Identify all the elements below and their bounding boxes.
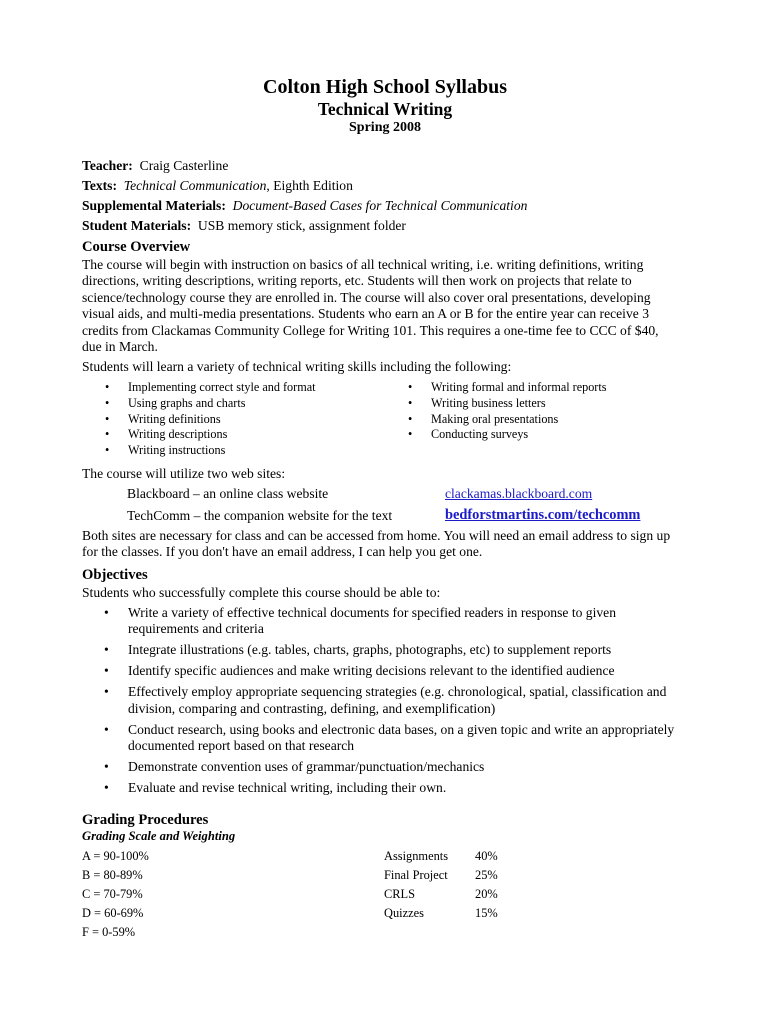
overview-line: due in March. xyxy=(82,339,158,355)
document-title: Colton High School Syllabus xyxy=(263,76,507,98)
course-title: Technical Writing xyxy=(317,99,453,119)
overview-line: science/technology course they are enrolled in. The course will also cover oral presentations, developing xyxy=(82,289,651,305)
list-item: • Using graphs and charts xyxy=(105,396,395,412)
list-item: • Making oral presentations xyxy=(408,412,698,428)
list-item: • Writing descriptions xyxy=(105,427,395,443)
teacher-value: Craig Casterline xyxy=(139,158,229,173)
overview-line: visual aids, and multi-media presentations. Students who earn an A or B for the entire year can receive 3 xyxy=(82,306,649,322)
grade-category: Final Project xyxy=(384,868,448,882)
list-item: • Writing formal and informal reports xyxy=(408,380,698,396)
list-item: • Implementing correct style and format xyxy=(105,380,395,396)
objectives-heading: Objectives xyxy=(82,567,148,583)
techcomm-link[interactable]: bedforstmartins.com/techcomm xyxy=(445,507,641,523)
list-item: • Writing instructions xyxy=(105,443,395,459)
course-overview-paragraph xyxy=(82,257,694,355)
objective-item xyxy=(82,684,702,717)
grade-scale-item: A = 90-100% xyxy=(82,849,149,863)
objective-text: • Effectively employ appropriate sequencing strategies (e.g. chronological, spatial, classification and xyxy=(128,684,667,700)
objective-text: requirements and criteria xyxy=(128,621,264,637)
texts-line xyxy=(82,178,353,194)
grade-weight: 20% xyxy=(475,887,498,901)
overview-line: directions, writing descriptions, writing reports, etc. Students will then work on projects that relate to xyxy=(82,273,632,289)
list-item: • Writing definitions xyxy=(105,412,395,428)
overview-line: The course will begin with instruction on basics of all technical writing, i.e. writing definitions, writing xyxy=(82,257,644,272)
blackboard-description: Blackboard – an online class website xyxy=(127,486,329,501)
grade-category: Quizzes xyxy=(384,906,424,920)
skills-list-left xyxy=(105,380,395,459)
websites-note xyxy=(82,528,702,561)
texts-title: Technical Communication xyxy=(123,178,267,193)
grading-heading: Grading Procedures xyxy=(82,812,209,828)
objectives-intro: Students who successfully complete this course should be able to: xyxy=(82,585,441,600)
objective-text: • Integrate illustrations (e.g. tables, charts, graphs, photographs, etc) to supplement reports xyxy=(128,642,612,658)
objective-text: • Identify specific audiences and make writing decisions relevant to the identified audience xyxy=(128,663,615,679)
grade-scale-item: C = 70-79% xyxy=(82,887,143,901)
teacher-line xyxy=(82,158,228,174)
techcomm-description: TechComm – the companion website for the text xyxy=(127,508,393,523)
grading-categories xyxy=(384,847,448,923)
texts-edition: , Eighth Edition xyxy=(266,178,353,193)
supplemental-line xyxy=(82,198,527,214)
skills-list-right xyxy=(408,380,698,443)
grading-subheading: Grading Scale and Weighting xyxy=(82,829,236,843)
term-label: Spring 2008 xyxy=(349,120,421,135)
objective-text: documented report based on that research xyxy=(128,738,355,754)
skills-intro: Students will learn a variety of technical writing skills including the following: xyxy=(82,359,512,374)
grading-scale xyxy=(82,847,149,942)
grade-category: Assignments xyxy=(384,849,449,863)
websites-note-line: Both sites are necessary for class and can be accessed from home. You will need an email address to sign up xyxy=(82,528,671,543)
list-item: • Writing business letters xyxy=(408,396,698,412)
overview-line: credits from Clackamas Community College for Writing 101. This requires a one-time fee to CCC of $40, xyxy=(82,322,659,338)
course-overview-heading: Course Overview xyxy=(82,239,191,255)
grade-scale-item: B = 80-89% xyxy=(82,868,143,882)
texts-label: Texts: xyxy=(82,178,117,193)
grade-category: CRLS xyxy=(384,887,415,901)
objective-item xyxy=(82,759,702,775)
objective-item xyxy=(82,663,702,679)
grade-scale-item: F = 0-59% xyxy=(82,925,136,939)
list-item: • Conducting surveys xyxy=(408,427,698,443)
blackboard-link[interactable]: clackamas.blackboard.com xyxy=(445,486,593,501)
grade-weight: 25% xyxy=(475,868,498,882)
objectives-list xyxy=(82,605,702,801)
objective-text: • Conduct research, using books and electronic data bases, on a given topic and write an appropriately xyxy=(128,721,675,737)
objective-item xyxy=(82,722,702,755)
objective-text: • Evaluate and revise technical writing, including their own. xyxy=(128,780,447,796)
supplemental-label: Supplemental Materials: xyxy=(82,198,226,213)
objective-text: division, comparing and contrasting, defining, and exemplification) xyxy=(128,700,496,716)
objective-item xyxy=(82,642,702,658)
websites-intro: The course will utilize two web sites: xyxy=(82,466,286,481)
grade-weight: 15% xyxy=(475,906,498,920)
teacher-label: Teacher: xyxy=(82,158,133,173)
grade-scale-item: D = 60-69% xyxy=(82,906,144,920)
student-materials-line xyxy=(82,218,406,234)
grade-weight: 40% xyxy=(475,849,498,863)
grading-weights xyxy=(475,847,498,923)
websites-note-line: for the classes. If you don't have an email address, I can help you get one. xyxy=(82,544,483,560)
student-materials-value: USB memory stick, assignment folder xyxy=(197,218,406,233)
student-materials-label: Student Materials: xyxy=(82,218,192,233)
objective-text: • Demonstrate convention uses of grammar/punctuation/mechanics xyxy=(128,759,485,775)
objective-text: • Write a variety of effective technical documents for specified readers in response to given xyxy=(128,605,616,620)
objective-item xyxy=(82,780,702,796)
supplemental-value: Document-Based Cases for Technical Communication xyxy=(232,198,528,213)
objective-item xyxy=(82,605,702,638)
